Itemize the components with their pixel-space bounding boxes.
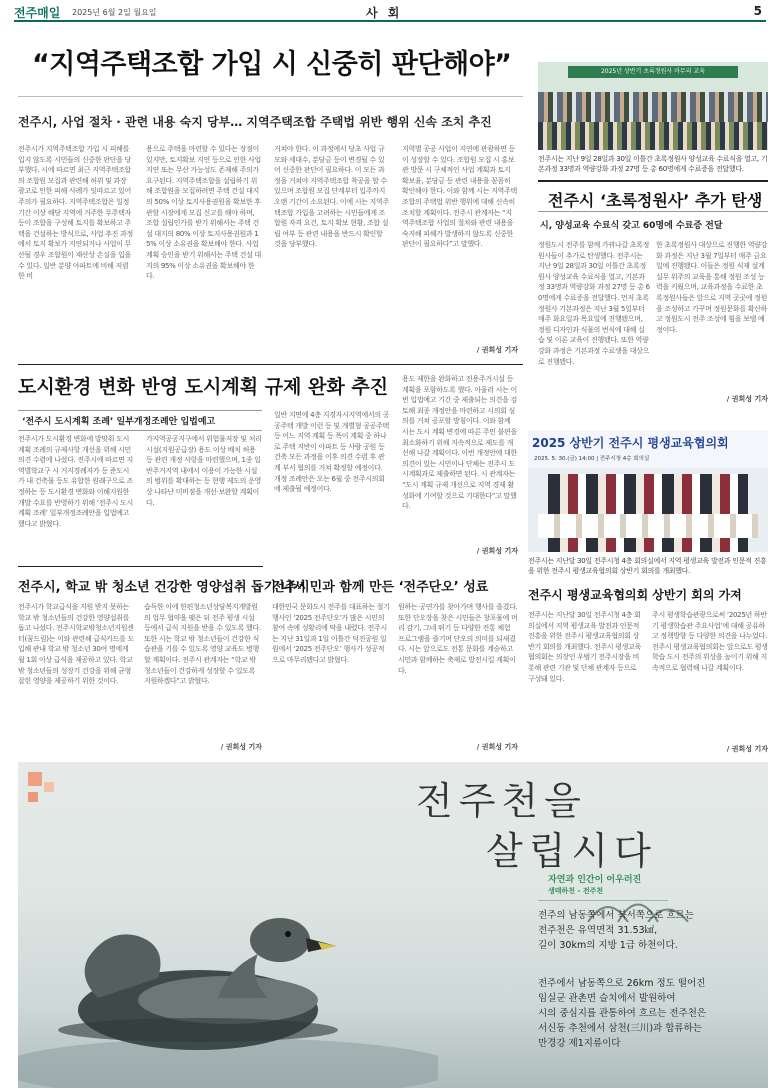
photo2-banner-sub: 2025. 5. 30.(금) 14:00 | 전주시청 4층 회의실 (534, 456, 650, 462)
story4-col2: 습득한 이에 한편청소년상담복지개발원의 업무 협약을 맺은 뒤 전주 평생 시설 등에서 급식 지원을 받을 수 있도록 했다. 또한 시는 학교 밖 청소년들이 건강한 식습관을 기를 수 있도록 영양 교육도 병행할 계획이다. 전주시 관계자는 “학교 밖 청소년들이 건강하게 성장할 수 있도록 지원하겠다”고 밝혔다. (144, 603, 261, 686)
story6-col2: 주시 평생학습관광으로써 ‘2025년 하반기 평생학습관 주요사업’에 대해 공유하고 정책방향 등 다양한 의견을 나누었다. 전주시 평생교육협의회는 앞으로도 평생학습 도시 전주의 위상을 높이기 위해 지속적으로 협력해 나갈 계획이다. (652, 611, 768, 672)
story6-col1: 전주시는 지난달 30일 전주시청 4층 회의실에서 지역 평생교육 발전과 인문적 진흥을 위한 전주시 평생교육협의회 상반기 회의를 개최했다. 전주시 평생교육협의회는 의장인 우범기 전주시장을 비롯해 관련 기관 및 단체 관계자 등으로 구성돼 있다. (528, 611, 642, 683)
issue-date: 2025년 6월 2일 월요일 (72, 8, 157, 17)
duck-illustration (18, 858, 438, 1088)
feature-title-line2: 살립시다 (486, 829, 657, 873)
story1-col4: 지역별 공공 사업이 지연에 관광하면 등이 성장할 수 있다. 조합원 모집 시 홍보관 방문 시 구체적인 사업 계획과 토지 확보율, 분담금 등 관련 내용을 꼼꼼히 확인해야 한다. 이와 함께 시는 지역주택조합의 주택법 위반 행위에 대해 신속히 조치할 계획이다. 전주시 관계자는 “지역주택조합 사업의 절차와 관련 내용을 숙지해 피해가 발생하지 않도록 신중한 판단이 필요하다”고 말했다. (402, 145, 517, 249)
photo-banner: 2025년 상반기 초록정원사 마무리 교육 (568, 66, 738, 78)
feature-para1-line: 길이 30km의 지방 1급 하천이다. (538, 940, 678, 951)
story2-subhead: 시, 양성교육 수료식 갖고 60명에 수료증 전달 (540, 221, 723, 231)
story2-col2: 한 초록정원사 대상으로 진행한 역량강화 과정은 지난 3월 7일부터 매주 금요일에 진행됐다. 이들은 정원 식재 설계 실무 위주의 교육을 통해 정원 조성 능력을 키웠으며, 교육과정을 수료한 초록정원사들은 앞으로 지역 곳곳에 정원을 조성하고 가꾸며 정원문화를 확산하고 정원도시 전주 조성에 힘을 보탤 예정이다. (656, 241, 768, 334)
story3-col2: 가지역공공지구에서 위험물저장 및 처리시설(지원공급장) 용도 이상 배치 허용 등 관련 개정 사항을 마련했으며, 1종 일반주거지역 내에서 이용이 가능한 시설의 범위를 확대하는 등 현행 제도의 운영상 나타난 미비점을 개선·보완할 계획이다. (146, 435, 262, 507)
story5-col2: 원하는 공연가를 찾아가며 행사를 즐겼다. 또한 단오장을 찾은 시민들은 창포물에 머리 감기, 그네 뛰기 등 다양한 전통 체험 프로그램을 즐기며 단오의 의미를 되새겼다. 시는 앞으로도 전통 문화를 계승하고 시민과 함께하는 축제로 발전시킬 계획이다. (398, 603, 518, 675)
decor-square (44, 782, 54, 792)
feature-title-line1: 전주천을 (416, 779, 587, 823)
story1-col2: 용으로 주택을 마련할 수 있다는 장점이 있지만, 토지확보 지연 등으로 인한 사업 지연 또는 무산 가능성도 존재해 주의가 요구된다. 지역주택조합을 설립하기 위해 조합원을 모집하려면 주택 건설 대지의 50% 이상 토지사용권원을 확보한 후 관할 시장에게 모집 신고를 해야 하며, 조합 설립인가를 받기 위해서는 주택 건설 대지의 80% 이상 토지사용권원과 15% 이상 소유권을 확보해야 한다. 사업계획 승인을 받기 위해서는 주택 건설 대지의 95% 이상 소유권을 확보해야 한다. (146, 145, 261, 281)
story1-subhead: 전주시, 사업 절차 · 관련 내용 숙지 당부… 지역주택조합 주택법 위반 행위 신속 조치 추진 (18, 115, 492, 129)
divider (18, 96, 523, 97)
story3-tag: ‘전주시 도시계획 조례’ 일부개정조례안 입법예고 (18, 410, 262, 431)
story6-headline: 전주시 평생교육협의회 상반기 회의 가져 (528, 588, 742, 602)
story2-col1: 정원도시 전주를 함께 가꿔나갈 초록정원사들이 추가로 탄생했다. 전주시는 지난 9일 28일과 30일 이틀간 초록정원사 양성교육 수료식을 열고, 기본과정 33명과 역량강화 과정 27명 등 총 60명에게 수료증을 전달했다. 먼저 초록정원사 기본과정은 지난 3월 5일부터 매주 화요일과 목요일에 진행됐으며, 정원 디자인과 식물의 번식에 대해 실습 및 이론 교육이 진행됐다. 또한 역량강화 과정은 기본과정 수료생을 대상으로 진행됐다. (538, 241, 650, 366)
story2-head-box (538, 180, 768, 212)
story3-col1: 전주시가 도시환경 변화에 발맞춰 도시계획 조례의 규제사항 개선을 위해 시민 의견 수렴에 나섰다. 전주시에 따르면 지역별학교구 시 거지경례자가 등 준도시가 내 건축물 등도 유합한 원래구으로 조정하는 등 도시환경 변화와 이해지원한 개발 수요를 반영하기 위해 ‘전주시 도시계획 조례’ 일부개정조례안을 입법예고했다고 밝혔다. (18, 435, 133, 528)
photo2-banner: 2025 상반기 전주시 평생교육협의회 (532, 436, 729, 450)
page-header (14, 4, 766, 22)
feature-para2-line: 만경강 제1지류이다 (538, 1038, 621, 1049)
feature-para2-line: 시의 중심지를 관통하여 흐르는 전주천은 (538, 1008, 707, 1019)
divider (538, 900, 668, 901)
feature-para2-line: 서신동 추천에서 삼천(三川)과 합류하는 (538, 1023, 702, 1034)
story2-byline: / 권희성 기자 (726, 395, 768, 403)
feature-para1 (538, 908, 694, 953)
page-number: 5 (753, 4, 762, 18)
decor-square (28, 772, 42, 786)
story1-headline: “지역주택조합 가입 시 신중히 판단해야” (32, 49, 512, 80)
story6-byline: / 권희성 기자 (726, 745, 768, 753)
story3-col3: 일반 지면에 4층 지경자시지역에서의 공공주택 개발 이런 등 및 개별형 공공주택 등 어느 지역 계획 등 폭이 계획 중 하나로 주택 지반이 아파트 등 사람 공원 등 건축 모든 과정을 이후 의견 수렴 후 관계 부서 협의를 거쳐 확정할 예정이다. 개정 조례안은 오는 6월 중 전주시의회에 제출될 예정이다. (274, 411, 390, 494)
feature-para2 (538, 976, 706, 1051)
story5-col1: 대한민국 문화도시 전주를 대표하는 절기 행사인 ‘2025 전주단오’가 많은 시민의 참여 속에 성황리에 막을 내렸다. 전주시는 지난 31일과 1일 이틀간 덕진공원 일원에서 ‘2025 전주단오’ 행사가 성공적으로 마무리됐다고 밝혔다. (272, 603, 390, 664)
story4-col1: 전주시가 학교급식을 지원 받지 못하는 학교 밖 청소년들의 건강한 영양섭취를 돕고 나섰다. 전주시학교밖청소년지원센터(꿈드림)는 이와 관련해 급식카드를 도입해 관내 학교 밖 청소년 30여 명에게 월 1회 이상 급식을 제공하고 있다. 학교 밖 청소년들의 성장기 건강을 위해 균형 잡힌 영양을 제공하기 위한 것이다. (18, 603, 134, 686)
story2-headline: 전주시 ‘초록정원사’ 추가 탄생 (548, 191, 763, 210)
gardeners-group-photo (538, 62, 768, 150)
story5-headline: 전주시민과 함께 만든 ‘전주단오’ 성료 (272, 580, 489, 595)
feature-label2: 생태하천 - 전주천 (548, 887, 604, 895)
newspaper-logo: 전주매일 (14, 6, 61, 20)
jeonjucheon-feature (18, 762, 768, 1088)
feature-para2-line: 임실군 관촌면 슬치에서 발원하여 (538, 993, 676, 1004)
photo2-caption: 전주시는 지난달 30일 전주시청 4층 회의실에서 지역 평생교육 발전과 인문적 진흥을 위한 전주시 평생교육협의회 상반기 회의를 개최했다. (528, 557, 767, 575)
feature-para1-line: 전주의 남동쪽에서 북서쪽으로 흐르는 (538, 910, 694, 921)
story4-byline: / 권희성 기자 (220, 743, 262, 751)
feature-label1: 자연과 인간이 어우러진 (548, 875, 642, 885)
divider (18, 566, 263, 567)
photo1-caption: 전주시는 지난 9일 28일과 30일 이틀간 초록정원사 양성교육 수료식을 열고, 기본과정 33명과 역량강화 과정 27명 등 총 60명에게 수료증을 전달했다. (538, 155, 768, 173)
story1-col3: 거쳐야 한다. 이 과정에서 당초 사업 규모와 세대수, 분담금 등이 변경될 수 있어 신중한 판단이 필요하다. 이 모든 과정을 거쳐야 지역주택조합 착공을 할 수 있으며 조합원 모집 단계부터 입주까지 오랜 기간이 소요된다. 이에 시는 지역주택조합 가입을 고려하는 시민들에게 조합원 자격 요건, 토지 확보 현황, 조합 설립 여부 등 관련 내용을 반드시 확인할 것을 당부했다. (274, 145, 389, 249)
divider (18, 364, 523, 365)
section-name: 사 회 (366, 6, 403, 20)
decor-square (28, 792, 38, 802)
feature-para2-line: 전주에서 남동쪽으로 26km 정도 떨어진 (538, 978, 706, 989)
feature-para1-line: 전주천은 유역면적 31.53㎢, (538, 925, 658, 936)
council-meeting-photo (528, 430, 768, 552)
story3-headline: 도시환경 변화 반영 도시계획 규제 완화 추진 (18, 376, 389, 398)
story3-byline: / 권희성 기자 (476, 547, 518, 555)
story3-col4: 용도 제한을 완화하고 전용주거시설 등 계획을 포함하도록 했다. 아울러 시는 이번 입법예고 기간 중 제출되는 의견을 검토해 최종 개정안을 마련하고 시의회 심의를 거쳐 공포할 방침이다. 이와 함께 시는 도시 계획 변경에 따른 주민 불편을 최소화하기 위해 지속적으로 제도를 개선해 나갈 계획이다. 이번 개정안에 대한 의견이 있는 시민이나 단체는 전주시 도시계획과로 제출하면 된다. 시 관계자는 “도시 계획 규제 개선으로 지역 경제 활성화에 기여할 것으로 기대한다”고 말했다. (402, 375, 517, 511)
story1-col1: 전주시가 지역주택조합 가입 시 피해를 입지 않도록 시민들의 신중한 판단을 당부했다. 시에 따르면 최근 지역주택조합의 조합원 모집과 관련해 허위 및 과장 광고로 인한 피해 사례가 잇따르고 있어 주의가 필요하다. 지역주택조합은 일정 기간 이상 해당 지역에 거주한 무주택자 등이 조합을 구성해 토지를 확보하고 주택을 건설하는 방식으로, 사업 추진 과정에서 토지 확보가 지연되거나 사업이 무산될 경우 조합원이 재산상 손실을 입을 수 있다. 일반 분양 아파트에 비해 저렴한 비 (18, 145, 133, 281)
story4-headline: 전주시, 학교 밖 청소년 건강한 영양섭취 돕기 나서 (18, 580, 306, 595)
story1-byline: / 권희성 기자 (476, 346, 518, 354)
story5-byline: / 권희성 기자 (476, 743, 518, 751)
